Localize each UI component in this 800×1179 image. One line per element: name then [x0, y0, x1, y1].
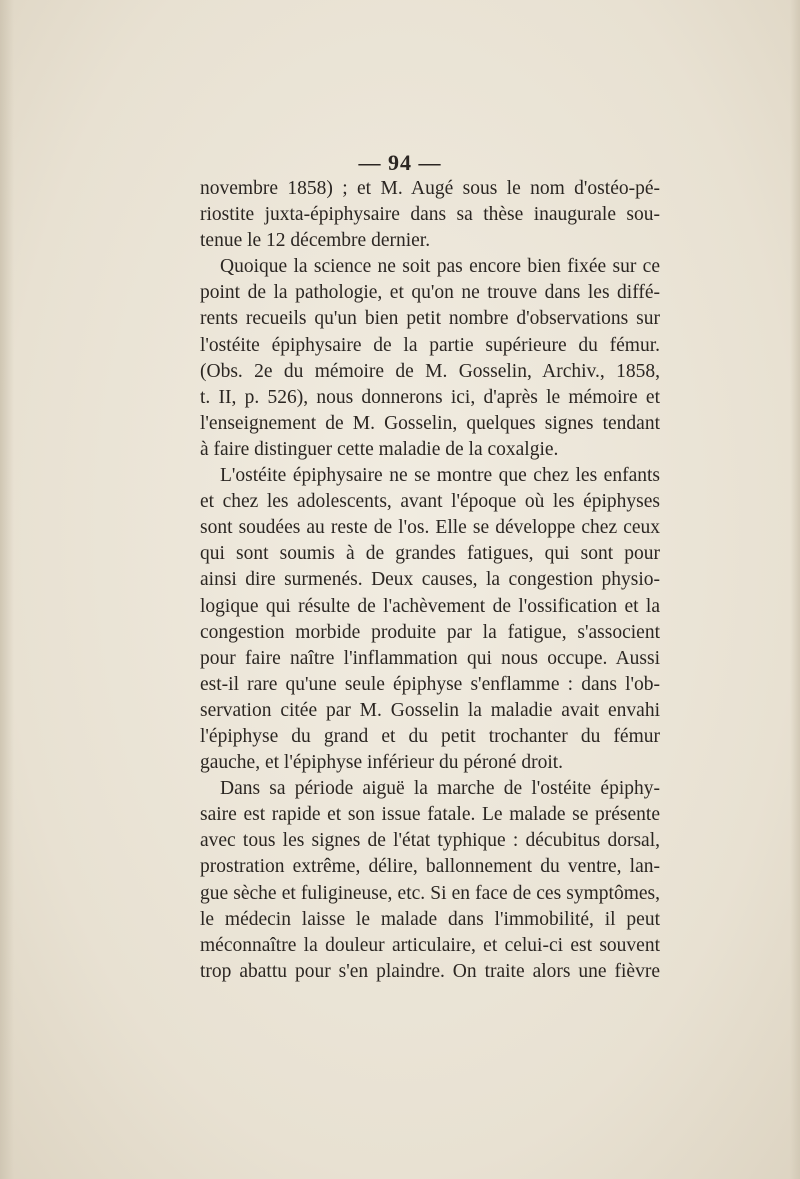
text-line: prostration extrême, délire, ballonnement du ventre, lan-	[200, 856, 660, 878]
text-line: rents recueils qu'un bien petit nombre d'observations sur	[200, 308, 660, 330]
text-line: le médecin laisse le malade dans l'immobilité, il peut	[200, 908, 660, 930]
text-line: à faire distinguer cette maladie de la coxalgie.	[200, 438, 559, 460]
text-line: l'ostéite épiphysaire de la partie supérieure du fémur.	[200, 334, 660, 356]
text-line: novembre 1858) ; et M. Augé sous le nom d'ostéo-pé-	[200, 178, 660, 199]
text-line: point de la pathologie, et qu'on ne trouve dans les diffé-	[200, 282, 660, 304]
text-line: ainsi dire surmenés. Deux causes, la congestion physio-	[200, 569, 660, 591]
page-edge-right	[790, 0, 800, 1179]
text-line: saire est rapide et son issue fatale. Le malade se présente	[200, 804, 660, 826]
text-line: et chez les adolescents, avant l'époque où les épiphyses	[200, 491, 660, 513]
text-line: sont soudées au reste de l'os. Elle se développe chez ceux	[200, 517, 660, 539]
text-line: trop abattu pour s'en plaindre. On traite alors une fièvre	[200, 960, 660, 982]
text-line: riostite juxta-épiphysaire dans sa thèse inaugurale sou-	[200, 204, 660, 226]
text-line: gauche, et l'épiphyse inférieur du péroné droit.	[200, 752, 564, 774]
text-line: l'enseignement de M. Gosselin, quelques signes tendant	[200, 412, 660, 434]
text-line: qui sont soumis à de grandes fatigues, qui sont pour	[200, 543, 660, 565]
text-line: t. II, p. 526), nous donnerons ici, d'après le mémoire et	[200, 386, 660, 408]
text-line: Quoique la science ne soit pas encore bien fixée sur ce	[220, 256, 660, 278]
text-line: L'ostéite épiphysaire ne se montre que chez les enfants	[220, 465, 660, 487]
text-line: est-il rare qu'une seule épiphyse s'enflamme : dans l'ob-	[200, 673, 660, 695]
page-edge-left	[0, 0, 14, 1179]
text-line: l'épiphyse du grand et du petit trochanter du fémur	[200, 725, 660, 747]
page-number: — 94 —	[358, 150, 442, 175]
text-line: Dans sa période aiguë la marche de l'ostéite épiphy-	[220, 778, 660, 800]
body-text	[200, 176, 660, 985]
text-line: pour faire naître l'inflammation qui nous occupe. Aussi	[200, 647, 660, 669]
text-line: gue sèche et fuligineuse, etc. Si en face de ces symptômes,	[200, 882, 660, 904]
text-line: congestion morbide produite par la fatigue, s'associent	[200, 621, 660, 643]
text-line: méconnaître la douleur articulaire, et celui-ci est souvent	[200, 934, 660, 956]
text-line: tenue le 12 décembre dernier.	[200, 230, 431, 252]
text-line: logique qui résulte de l'achèvement de l'ossification et la	[200, 595, 660, 617]
text-line: (Obs. 2e du mémoire de M. Gosselin, Archiv., 1858,	[200, 360, 660, 382]
text-line: avec tous les signes de l'état typhique : décubitus dorsal,	[200, 830, 660, 852]
text-line: servation citée par M. Gosselin la maladie avait envahi	[200, 699, 660, 721]
